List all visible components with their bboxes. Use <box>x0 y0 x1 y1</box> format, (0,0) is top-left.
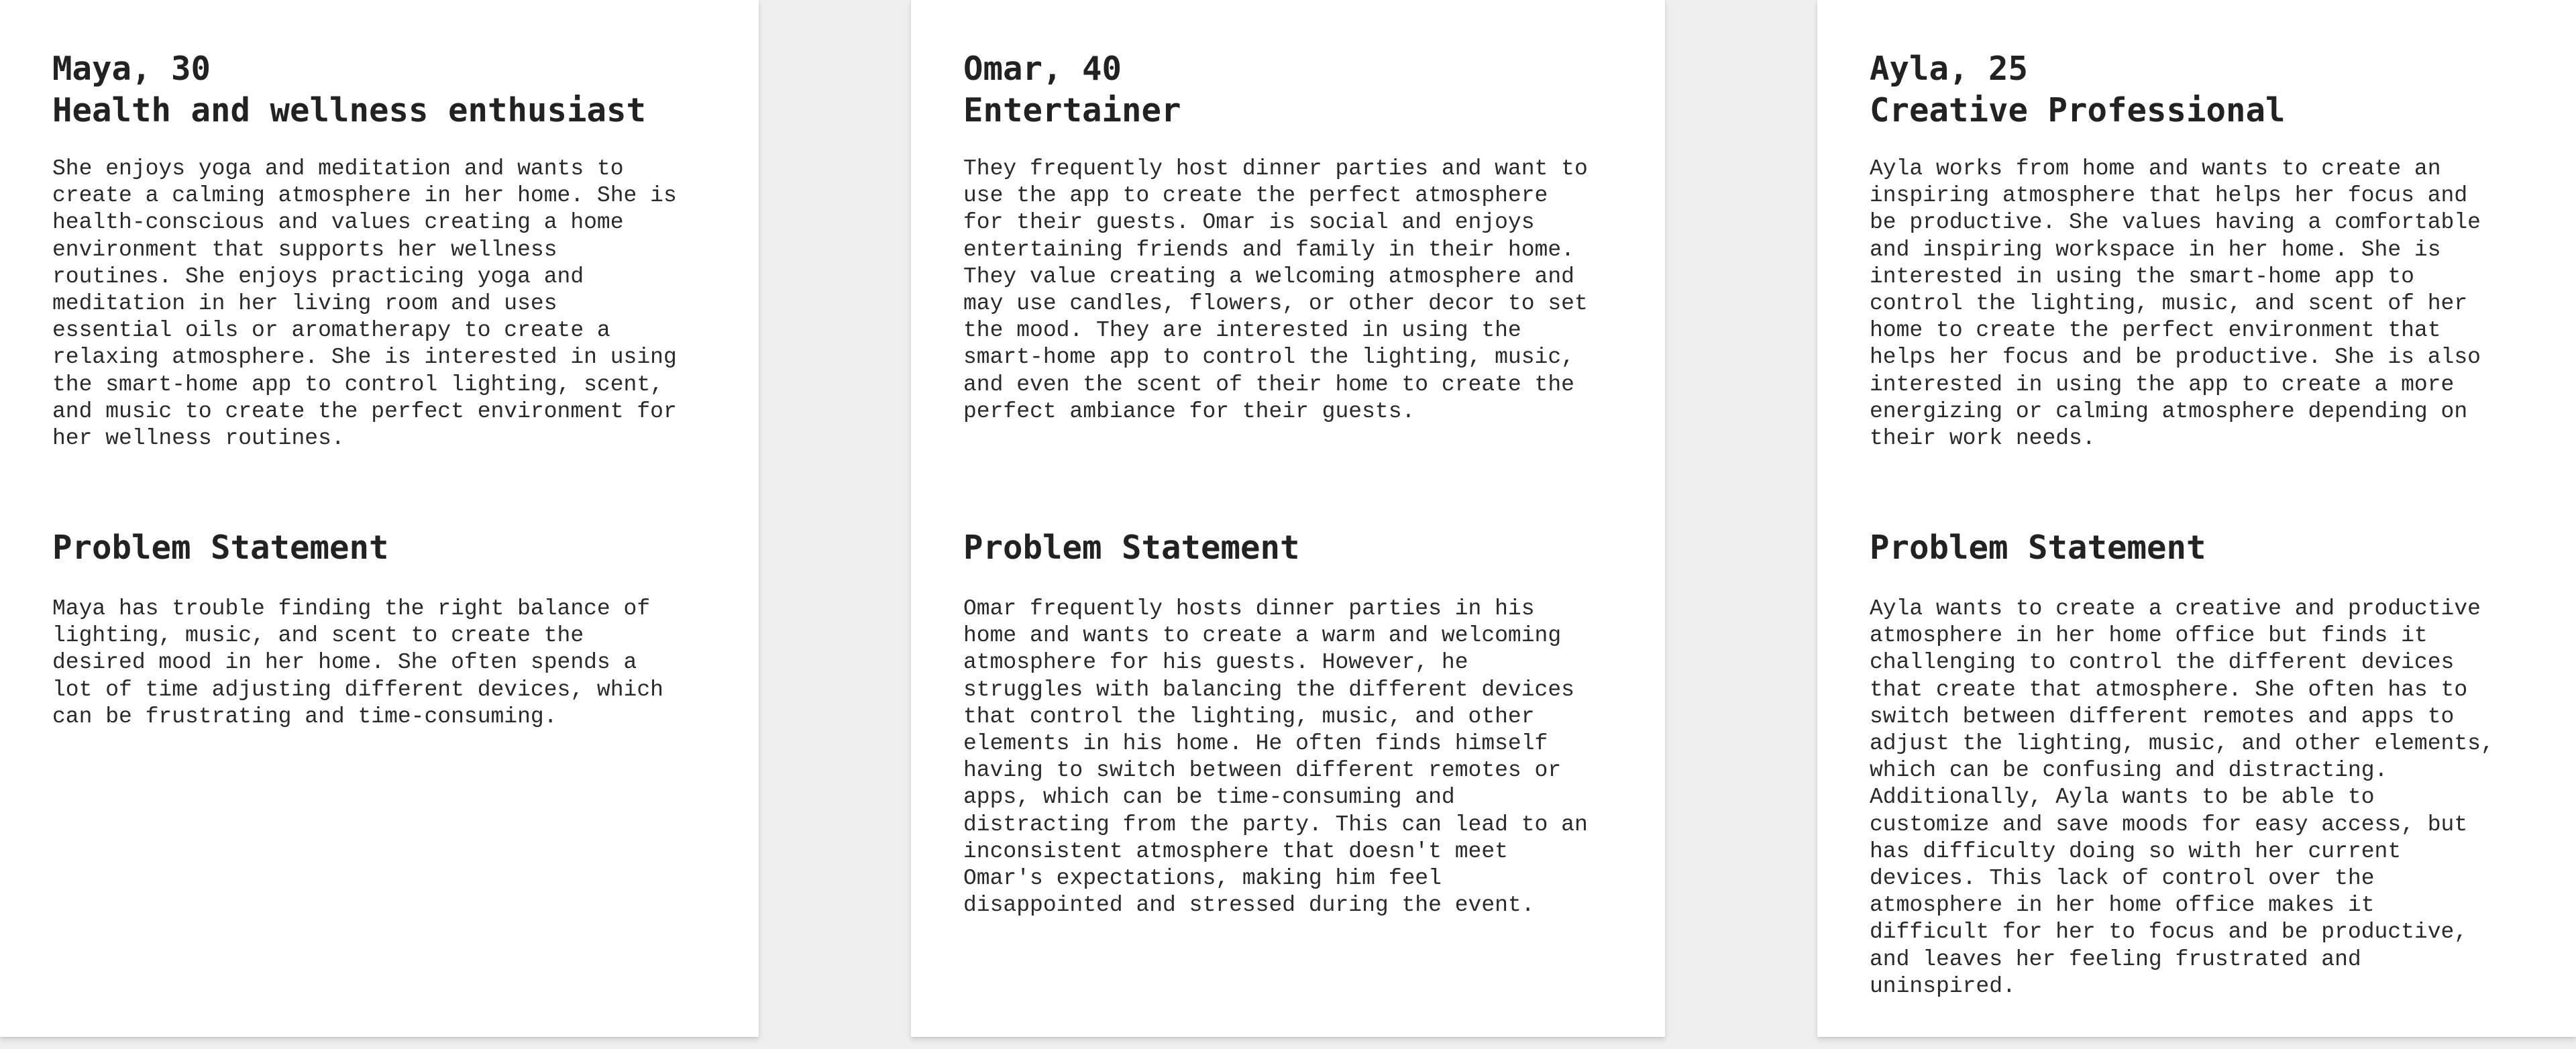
problem-statement-text: Maya has trouble finding the right balance of lighting, music, and scent to create the desired mood in her home. She often spends a lot of time adjusting different devices, which can be frustrating and time-consuming. <box>52 596 663 729</box>
persona-title <box>1870 48 2536 131</box>
persona-name-age: Maya, 30 <box>52 50 211 88</box>
persona-title <box>52 48 718 131</box>
problem-statement-heading: Problem Statement <box>52 529 389 567</box>
persona-name-age: Omar, 40 <box>963 50 1122 88</box>
problem-statement-text: Omar frequently hosts dinner parties in his home and wants to create a warm and welcoming atmosphere for his guests. However, he struggles with balancing the different devices that control the lighting, music, and other elements in his home. He often finds himself having to switch between different remotes or apps, which can be time-consuming and distracting from the party. This can lead to an inconsistent atmosphere that doesn't meet Omar's expectations, making him feel disappointed and stressed during the event. <box>963 596 1588 918</box>
problem-statement-text: Ayla wants to create a creative and productive atmosphere in her home office but finds it challenging to control the different devices that create that atmosphere. She often has to switch between different remotes and apps to adjust the lighting, music, and other elements, which can be confusing and distracting. Additionally, Ayla wants to be able to customize and save moods for easy access, but has difficulty doing so with her current devices. This lack of control over the atmosphere in her home office makes it difficult for her to focus and be productive, and leaves her feeling frustrated and uninspired. <box>1870 596 2494 999</box>
persona-title <box>963 48 1625 131</box>
persona-bio: Ayla works from home and wants to create an inspiring atmosphere that helps her focus and be productive. She values having a comfortable and inspiring workspace in her home. She is interested in using the smart-home app to control the lighting, music, and scent of her home to create the perfect environment that helps her focus and be productive. She is also interested in using the app to create a more energizing or calming atmosphere depending on their work needs. <box>1870 156 2481 451</box>
persona-card-omar <box>911 0 1665 1037</box>
persona-card-maya <box>0 0 759 1037</box>
persona-bio: They frequently host dinner parties and want to use the app to create the perfect atmosphere for their guests. Omar is social and enjoys entertaining friends and family in their home. They value creating a welcoming atmosphere and may use candles, flowers, or other decor to set the mood. They are interested in using the smart-home app to control the lighting, music, and even the scent of their home to create the perfect ambiance for their guests. <box>963 156 1588 424</box>
persona-card-ayla <box>1817 0 2576 1037</box>
persona-role: Creative Professional <box>1870 91 2286 129</box>
problem-statement-heading: Problem Statement <box>963 529 1300 567</box>
persona-bio: She enjoys yoga and meditation and wants to create a calming atmosphere in her home. She is health-conscious and values creating a home environment that supports her wellness routines. She enjoys practicing yoga and meditation in her living room and uses essential oils or aromatherapy to create a relaxing atmosphere. She is interested in using the smart-home app to control lighting, scent, and music to create the perfect environment for her wellness routines. <box>52 156 677 451</box>
persona-role: Health and wellness enthusiast <box>52 91 647 129</box>
persona-name-age: Ayla, 25 <box>1870 50 2029 88</box>
problem-statement-heading: Problem Statement <box>1870 529 2206 567</box>
persona-role: Entertainer <box>963 91 1181 129</box>
